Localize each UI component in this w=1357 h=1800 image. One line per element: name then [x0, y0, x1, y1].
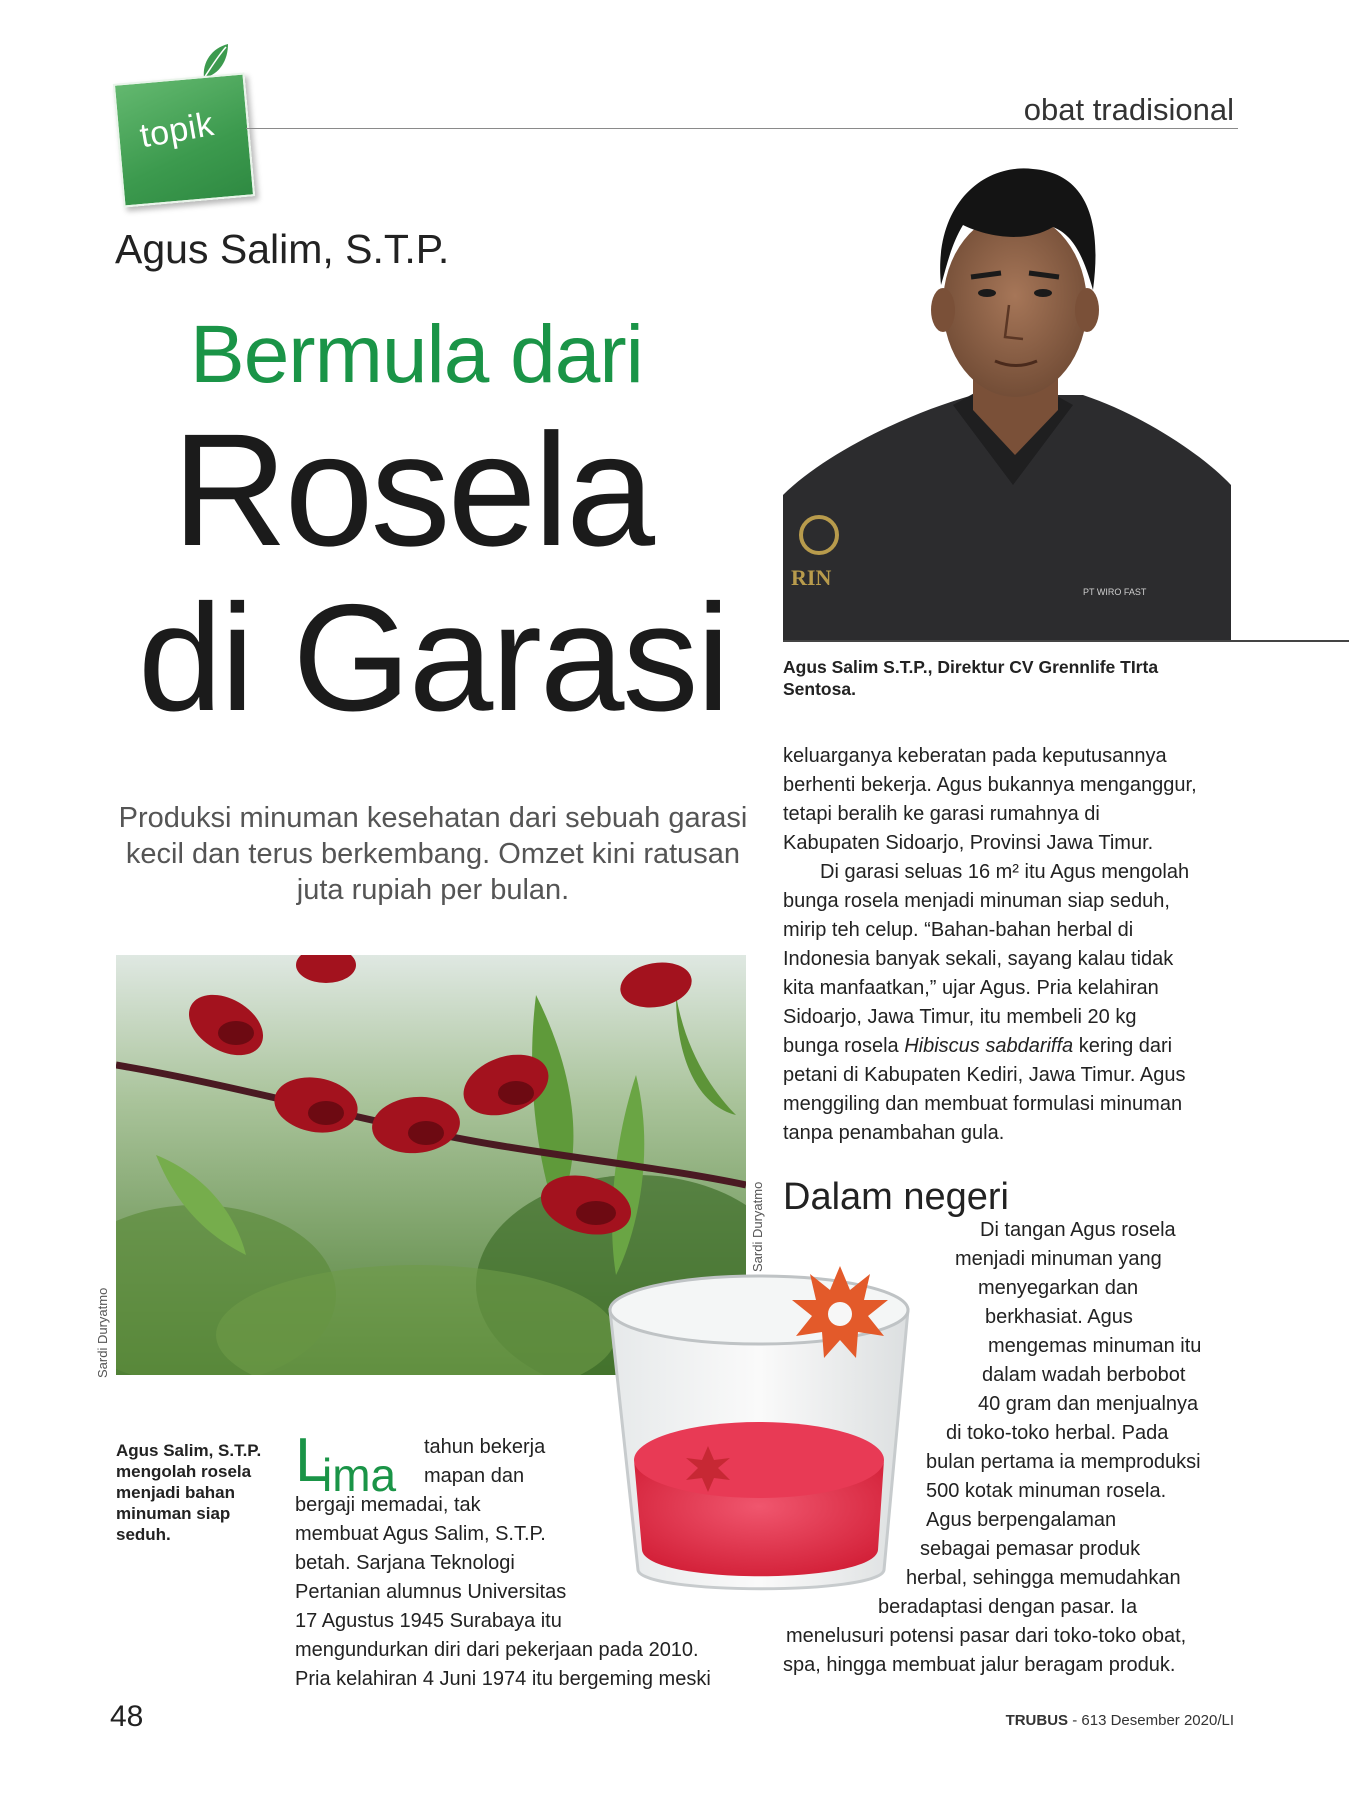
col3-line: bulan pertama ia memproduksi	[926, 1451, 1201, 1473]
col3-line: spa, hingga membuat jalur beragam produk.	[783, 1654, 1176, 1676]
title-line-1: Bermula dari	[190, 309, 643, 400]
col2-line: keluarganya keberatan pada keputusannya	[783, 745, 1167, 767]
magazine-name: TRUBUS	[1005, 1712, 1069, 1729]
drop-cap-rest: ima	[322, 1449, 397, 1501]
author-name: Agus Salim, S.T.P.	[115, 226, 450, 272]
col3-line: Di tangan Agus rosela	[980, 1219, 1176, 1241]
issue-info: - 613 Desember 2020/LI	[1068, 1712, 1234, 1729]
flower-photo-caption: Agus Salim, S.T.P. mengolah rosela menjadi bahan minuman siap seduh.	[116, 1441, 262, 1544]
col2-line: mirip teh celup. “Bahan-bahan herbal di	[783, 919, 1134, 941]
col3-line: Agus berpengalaman	[926, 1509, 1117, 1531]
portrait-rule	[783, 640, 1349, 642]
col1-line: Pertanian alumnus Universitas	[295, 1581, 567, 1603]
col2-line-mixed	[783, 1032, 1172, 1061]
col3-line: 40 gram dan menjualnya	[978, 1393, 1199, 1415]
col2-line: tanpa penambahan gula.	[783, 1122, 1005, 1144]
col3-line: menjadi minuman yang	[955, 1248, 1162, 1270]
svg-text:PT WIRO FAST: PT WIRO FAST	[1083, 587, 1147, 597]
topik-label: topik	[137, 105, 217, 156]
page-number: 48	[110, 1700, 144, 1733]
col1-line: tahun bekerja	[424, 1436, 546, 1458]
species-name: Hibiscus sabdariffa	[904, 1035, 1074, 1057]
col3-line: beradaptasi dengan pasar. Ia	[878, 1596, 1138, 1618]
col2-text: kering dari	[1073, 1035, 1173, 1057]
col2-line: Di garasi seluas 16 m² itu Agus mengolah	[820, 861, 1190, 883]
col3-line: 500 kotak minuman rosela.	[926, 1480, 1167, 1502]
col2-line: menggiling dan membuat formulasi minuman	[783, 1093, 1183, 1115]
title-line-2: Rosela	[172, 400, 653, 579]
portrait-photo	[783, 155, 1231, 641]
col3-line: herbal, sehingga memudahkan	[906, 1567, 1181, 1589]
col1-line: 17 Agustus 1945 Surabaya itu	[295, 1610, 562, 1632]
col3-line: berkhasiat. Agus	[985, 1306, 1133, 1328]
col2-line: kita manfaatkan,” ujar Agus. Pria kelahiran	[783, 977, 1159, 999]
col2-line: Kabupaten Sidoarjo, Provinsi Jawa Timur.	[783, 832, 1154, 854]
drop-cap: L	[295, 1426, 328, 1495]
col1-line: bergaji memadai, tak	[295, 1494, 481, 1516]
col1-line: Pria kelahiran 4 Juni 1974 itu bergeming meski	[295, 1668, 711, 1690]
col2-line: tetapi beralih ke garasi rumahnya di	[783, 803, 1100, 825]
lead-paragraph: Produksi minuman kesehatan dari sebuah garasi kecil dan terus berkembang. Omzet kini ratusan juta rupiah per bulan.	[118, 802, 748, 906]
footer-issue	[1006, 1712, 1234, 1729]
col1-line: mengundurkan diri dari pekerjaan pada 2010.	[295, 1639, 699, 1661]
col3-line: sebagai pemasar produk	[920, 1538, 1141, 1560]
col2-line: petani di Kabupaten Kediri, Jawa Timur. Agus	[783, 1064, 1186, 1086]
photo-credit-flower: Sardi Duryatmo	[95, 1287, 110, 1378]
col1-line: membuat Agus Salim, S.T.P.	[295, 1523, 546, 1545]
col2-text: bunga rosela	[783, 1035, 905, 1057]
col2-line: berhenti bekerja. Agus bukannya menganggur,	[783, 774, 1197, 796]
col2-line: bunga rosela menjadi minuman siap seduh,	[783, 890, 1170, 912]
col3-line: mengemas minuman itu	[988, 1335, 1202, 1357]
svg-text:RIN: RIN	[791, 565, 832, 590]
col3-line: menyegarkan dan	[978, 1277, 1139, 1299]
col1-line: betah. Sarjana Teknologi	[295, 1552, 515, 1574]
col2-line: Sidoarjo, Jawa Timur, itu membeli 20 kg	[783, 1006, 1137, 1028]
col3-line: menelusuri potensi pasar dari toko-toko obat,	[786, 1625, 1187, 1647]
col1-line: mapan dan	[424, 1465, 525, 1487]
section-label: obat tradisional	[1023, 92, 1234, 127]
title-line-3: di Garasi	[138, 573, 729, 743]
col3-line: dalam wadah berbobot	[982, 1364, 1186, 1386]
col2-line: Indonesia banyak sekali, sayang kalau tidak	[783, 948, 1174, 970]
header-rule	[246, 128, 1238, 129]
photo-credit-glass: Sardi Duryatmo	[750, 1181, 765, 1272]
col3-line: di toko-toko herbal. Pada	[946, 1422, 1169, 1444]
sub-heading: Dalam negeri	[783, 1176, 1009, 1218]
rosela-drink-glass	[590, 1250, 920, 1610]
portrait-caption: Agus Salim S.T.P., Direktur CV Grennlife TIrta Sentosa.	[783, 657, 1159, 699]
